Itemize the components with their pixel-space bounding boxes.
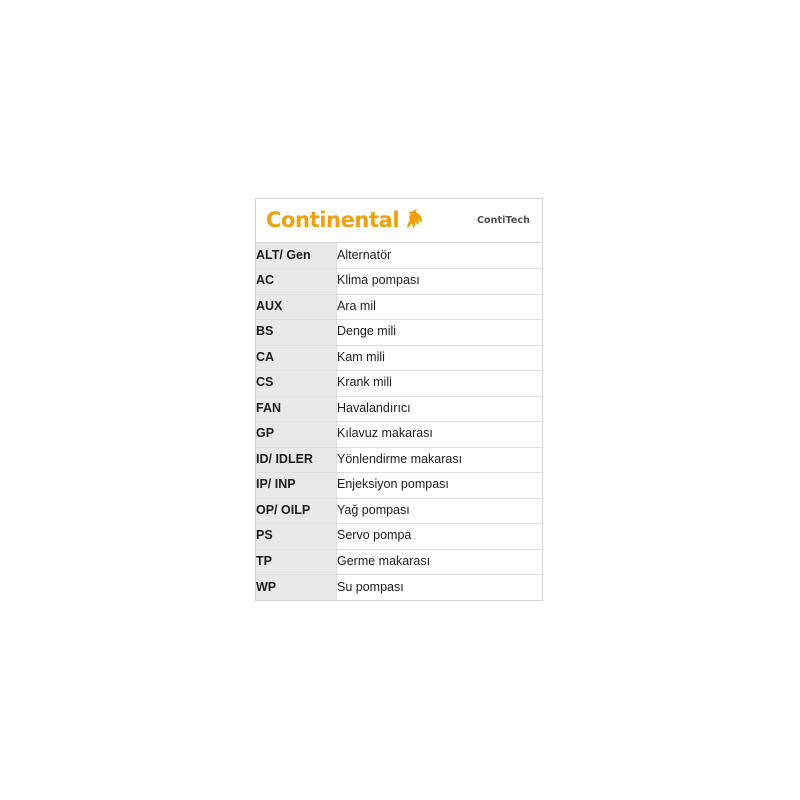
table-row	[256, 396, 542, 422]
desc-cell: Enjeksiyon pompası	[337, 473, 543, 499]
table-row	[256, 243, 542, 269]
brand-logo	[266, 208, 424, 233]
abbr-cell: BS	[256, 320, 337, 346]
desc-cell: Germe makarası	[337, 549, 543, 575]
table-row	[256, 447, 542, 473]
abbr-cell: FAN	[256, 396, 337, 422]
table-row	[256, 371, 542, 397]
desc-cell: Alternatör	[337, 243, 543, 269]
desc-cell: Yağ pompası	[337, 498, 543, 524]
table-row	[256, 575, 542, 601]
abbr-cell: CA	[256, 345, 337, 371]
desc-cell: Kam mili	[337, 345, 543, 371]
table-row	[256, 294, 542, 320]
table-row	[256, 473, 542, 499]
brand-header	[256, 199, 542, 243]
abbr-cell: AC	[256, 269, 337, 295]
desc-cell: Kılavuz makarası	[337, 422, 543, 448]
abbreviation-table-body	[256, 243, 542, 600]
desc-cell: Krank mili	[337, 371, 543, 397]
desc-cell: Klima pompası	[337, 269, 543, 295]
abbr-cell: ID/ IDLER	[256, 447, 337, 473]
abbreviation-legend-card	[255, 198, 543, 601]
desc-cell: Ara mil	[337, 294, 543, 320]
desc-cell: Su pompası	[337, 575, 543, 601]
table-row	[256, 549, 542, 575]
abbr-cell: TP	[256, 549, 337, 575]
desc-cell: Denge mili	[337, 320, 543, 346]
abbr-cell: WP	[256, 575, 337, 601]
table-row	[256, 422, 542, 448]
desc-cell: Servo pompa	[337, 524, 543, 550]
abbr-cell: PS	[256, 524, 337, 550]
table-row	[256, 269, 542, 295]
brand-wordmark: Continental	[266, 208, 400, 232]
desc-cell: Havalandırıcı	[337, 396, 543, 422]
abbr-cell: IP/ INP	[256, 473, 337, 499]
table-row	[256, 345, 542, 371]
desc-cell: Yönlendirme makarası	[337, 447, 543, 473]
abbr-cell: OP/ OILP	[256, 498, 337, 524]
abbreviation-table	[256, 243, 542, 600]
abbr-cell: ALT/ Gen	[256, 243, 337, 269]
table-row	[256, 524, 542, 550]
table-row	[256, 320, 542, 346]
abbr-cell: GP	[256, 422, 337, 448]
table-row	[256, 498, 542, 524]
continental-horse-icon	[404, 208, 424, 230]
abbr-cell: CS	[256, 371, 337, 397]
abbr-cell: AUX	[256, 294, 337, 320]
sub-brand-label: ContiTech	[476, 215, 530, 226]
